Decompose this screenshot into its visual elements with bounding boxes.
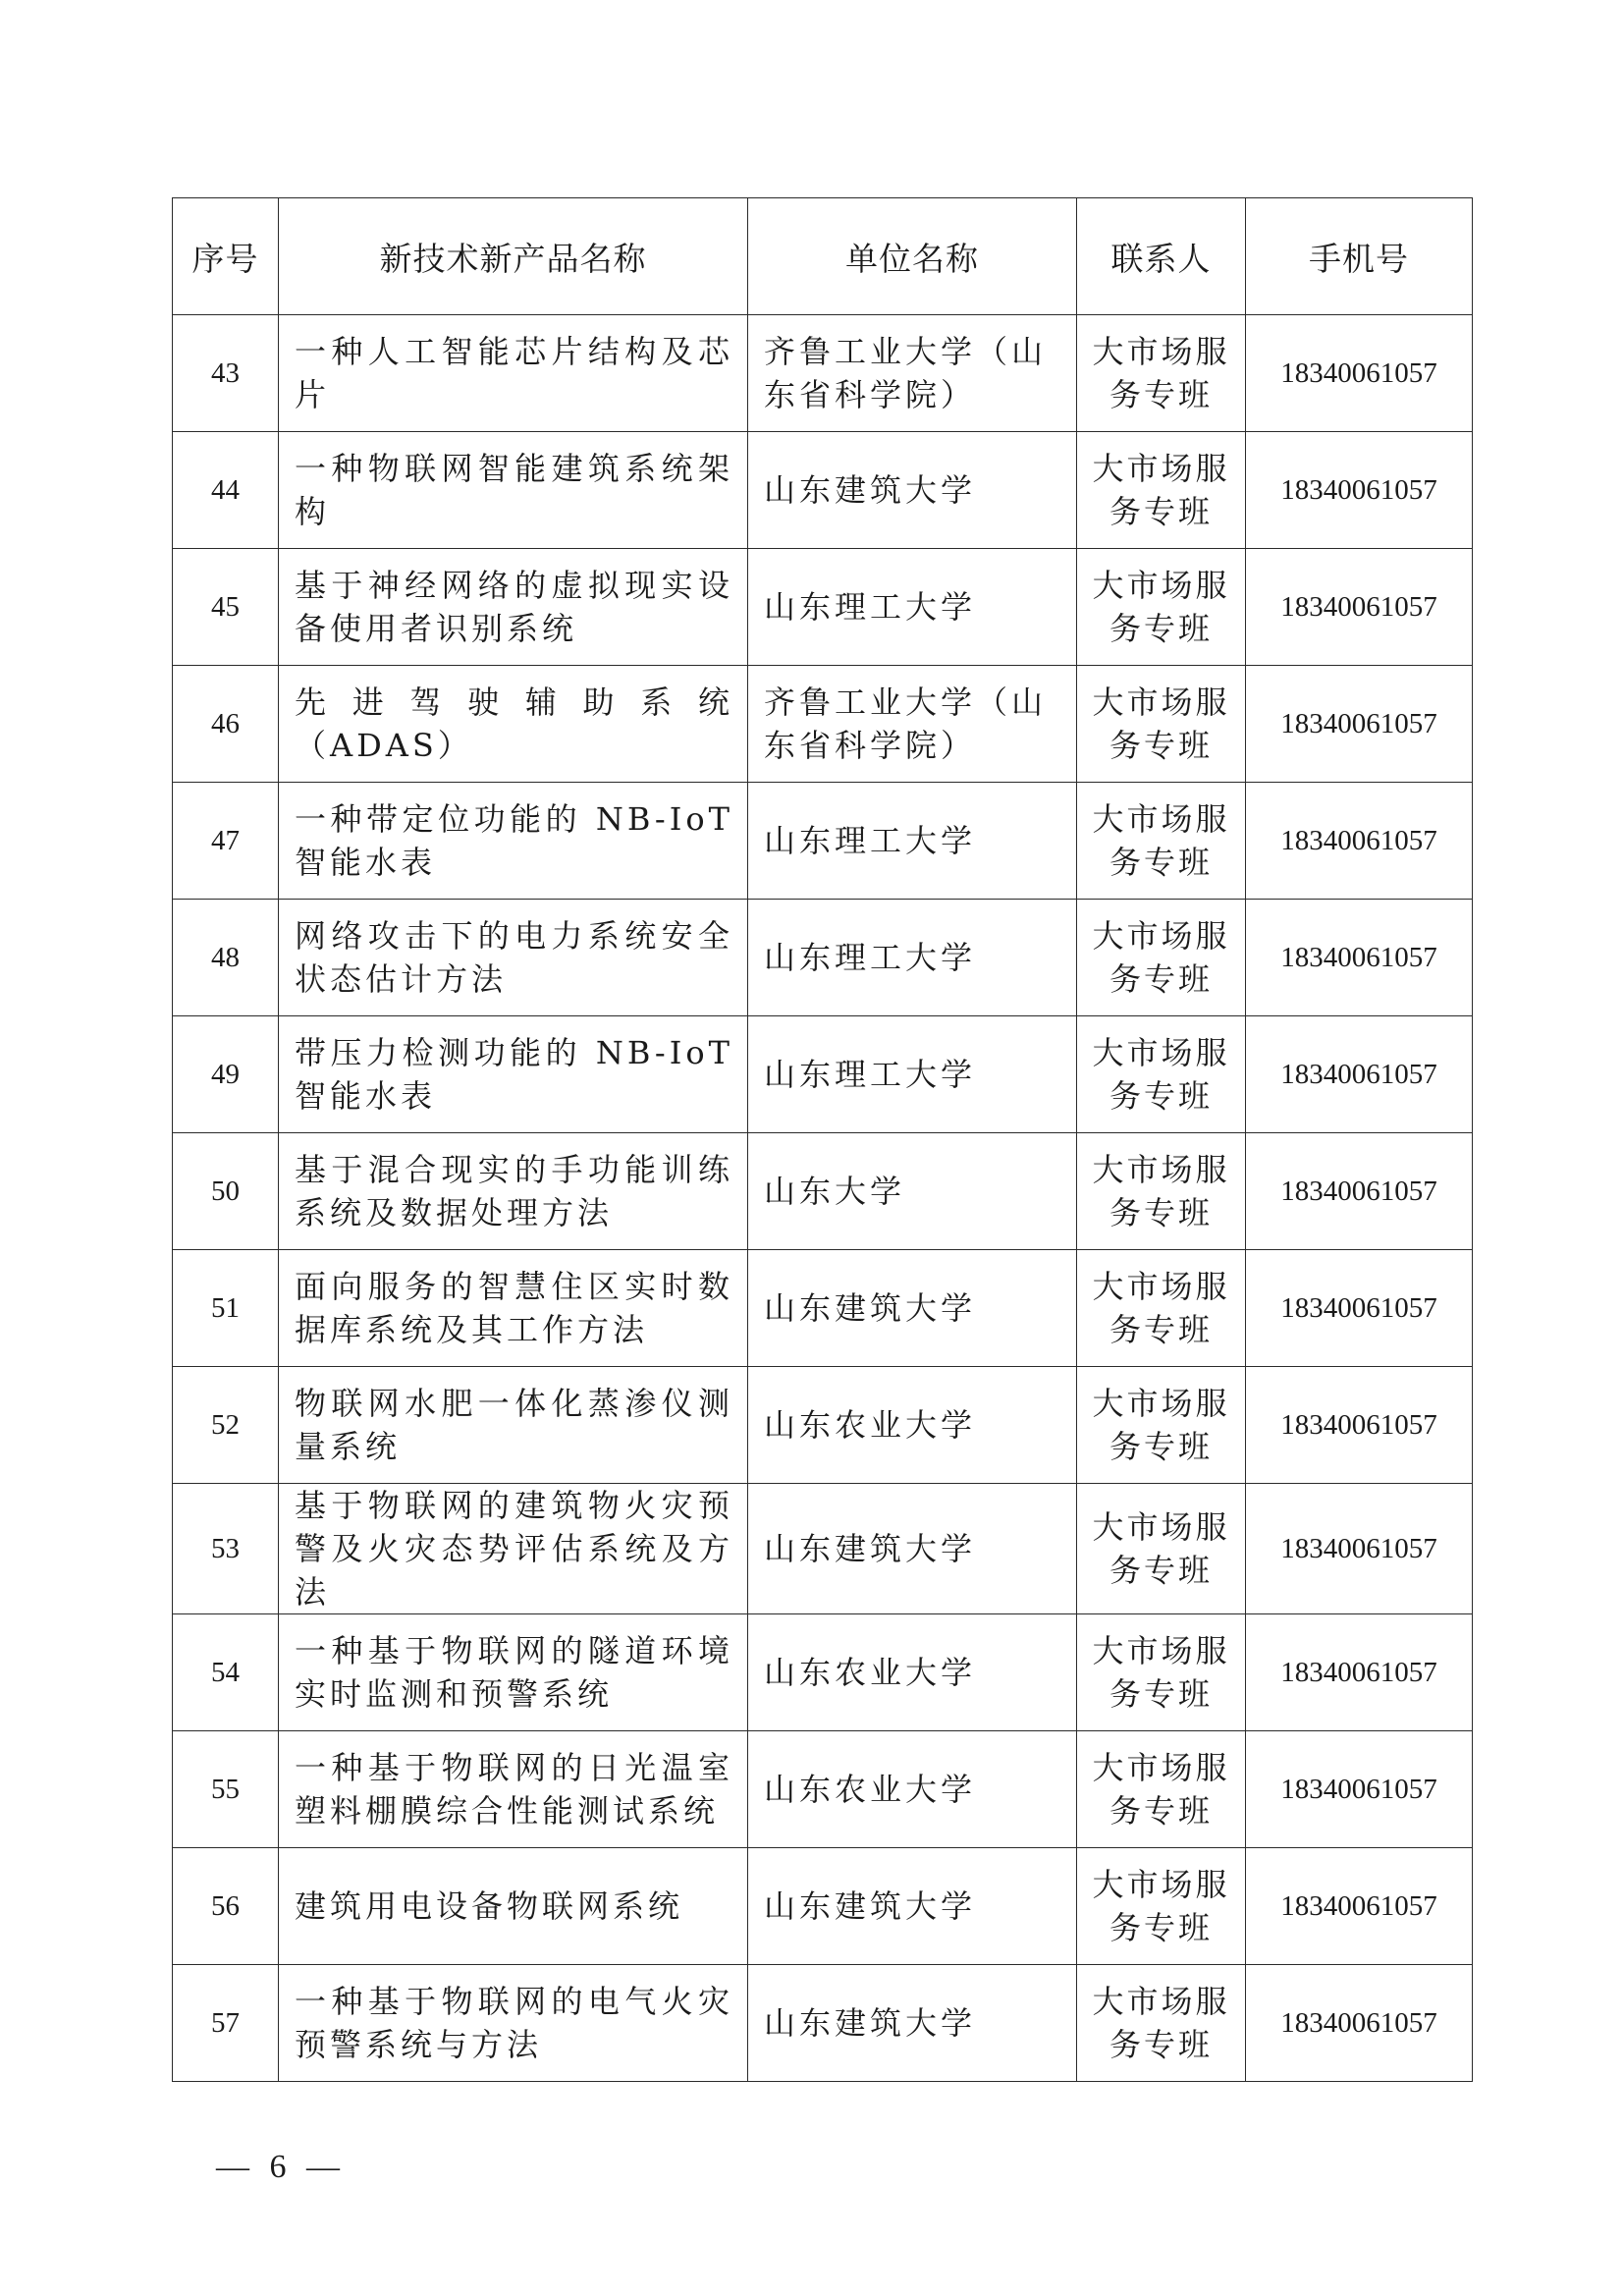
cell-product-name: 基于神经网络的虚拟现实设备使用者识别系统 [279, 549, 748, 666]
table-row [173, 1367, 1473, 1484]
cell-seq: 51 [173, 1250, 279, 1367]
cell-phone: 18340061057 [1246, 549, 1473, 666]
cell-unit-name: 山东农业大学 [748, 1731, 1077, 1848]
header-phone: 手机号 [1246, 198, 1473, 315]
table-row [173, 666, 1473, 783]
table-row [173, 783, 1473, 900]
cell-phone: 18340061057 [1246, 1484, 1473, 1614]
cell-seq: 44 [173, 432, 279, 549]
cell-unit-name: 山东理工大学 [748, 900, 1077, 1016]
cell-phone: 18340061057 [1246, 1731, 1473, 1848]
cell-contact: 大市场服务专班 [1077, 666, 1246, 783]
table-row [173, 549, 1473, 666]
cell-product-name: 物联网水肥一体化蒸渗仪测量系统 [279, 1367, 748, 1484]
cell-contact: 大市场服务专班 [1077, 1250, 1246, 1367]
cell-contact: 大市场服务专班 [1077, 1614, 1246, 1731]
table-row [173, 1731, 1473, 1848]
cell-contact: 大市场服务专班 [1077, 1965, 1246, 2082]
cell-unit-name: 齐鲁工业大学（山东省科学院） [748, 666, 1077, 783]
cell-seq: 54 [173, 1614, 279, 1731]
cell-contact: 大市场服务专班 [1077, 1133, 1246, 1250]
cell-unit-name: 山东理工大学 [748, 783, 1077, 900]
cell-seq: 43 [173, 315, 279, 432]
cell-seq: 46 [173, 666, 279, 783]
cell-unit-name: 山东农业大学 [748, 1367, 1077, 1484]
cell-phone: 18340061057 [1246, 1133, 1473, 1250]
cell-product-name: 面向服务的智慧住区实时数据库系统及其工作方法 [279, 1250, 748, 1367]
cell-product-name: 基于混合现实的手功能训练系统及数据处理方法 [279, 1133, 748, 1250]
cell-unit-name: 山东建筑大学 [748, 1250, 1077, 1367]
cell-product-name: 先进驾驶辅助系统（ADAS） [279, 666, 748, 783]
cell-contact: 大市场服务专班 [1077, 1848, 1246, 1965]
cell-seq: 56 [173, 1848, 279, 1965]
cell-product-name: 带压力检测功能的 NB-IoT 智能水表 [279, 1016, 748, 1133]
cell-seq: 49 [173, 1016, 279, 1133]
table-row [173, 315, 1473, 432]
table-row [173, 1016, 1473, 1133]
cell-unit-name: 山东农业大学 [748, 1614, 1077, 1731]
cell-contact: 大市场服务专班 [1077, 1484, 1246, 1614]
cell-seq: 53 [173, 1484, 279, 1614]
cell-seq: 55 [173, 1731, 279, 1848]
table-row [173, 1484, 1473, 1614]
table-row [173, 1848, 1473, 1965]
cell-contact: 大市场服务专班 [1077, 315, 1246, 432]
tech-product-table [172, 197, 1473, 2082]
cell-contact: 大市场服务专班 [1077, 900, 1246, 1016]
cell-unit-name: 山东建筑大学 [748, 1848, 1077, 1965]
cell-contact: 大市场服务专班 [1077, 1731, 1246, 1848]
cell-phone: 18340061057 [1246, 432, 1473, 549]
header-unit-name: 单位名称 [748, 198, 1077, 315]
table-row [173, 900, 1473, 1016]
header-seq: 序号 [173, 198, 279, 315]
cell-unit-name: 山东理工大学 [748, 1016, 1077, 1133]
cell-seq: 48 [173, 900, 279, 1016]
cell-product-name: 一种人工智能芯片结构及芯片 [279, 315, 748, 432]
table-row [173, 1965, 1473, 2082]
table-body [173, 315, 1473, 2082]
table-row [173, 432, 1473, 549]
cell-unit-name: 山东大学 [748, 1133, 1077, 1250]
cell-product-name: 一种基于物联网的隧道环境实时监测和预警系统 [279, 1614, 748, 1731]
cell-product-name: 建筑用电设备物联网系统 [279, 1848, 748, 1965]
cell-phone: 18340061057 [1246, 1965, 1473, 2082]
cell-seq: 52 [173, 1367, 279, 1484]
cell-product-name: 一种基于物联网的日光温室塑料棚膜综合性能测试系统 [279, 1731, 748, 1848]
cell-unit-name: 山东建筑大学 [748, 432, 1077, 549]
table-row [173, 1250, 1473, 1367]
cell-contact: 大市场服务专班 [1077, 783, 1246, 900]
table-header-row [173, 198, 1473, 315]
cell-phone: 18340061057 [1246, 1614, 1473, 1731]
cell-contact: 大市场服务专班 [1077, 1367, 1246, 1484]
cell-product-name: 一种物联网智能建筑系统架构 [279, 432, 748, 549]
cell-product-name: 基于物联网的建筑物火灾预警及火灾态势评估系统及方法 [279, 1484, 748, 1614]
cell-product-name: 一种基于物联网的电气火灾预警系统与方法 [279, 1965, 748, 2082]
cell-phone: 18340061057 [1246, 1848, 1473, 1965]
tech-product-table-container [172, 197, 1472, 2082]
cell-phone: 18340061057 [1246, 315, 1473, 432]
cell-unit-name: 山东建筑大学 [748, 1484, 1077, 1614]
header-product-name: 新技术新产品名称 [279, 198, 748, 315]
cell-unit-name: 齐鲁工业大学（山东省科学院） [748, 315, 1077, 432]
cell-seq: 45 [173, 549, 279, 666]
page-number: — 6 — [216, 2149, 346, 2185]
cell-phone: 18340061057 [1246, 783, 1473, 900]
table-row [173, 1133, 1473, 1250]
header-contact: 联系人 [1077, 198, 1246, 315]
cell-phone: 18340061057 [1246, 1367, 1473, 1484]
cell-phone: 18340061057 [1246, 1250, 1473, 1367]
cell-product-name: 一种带定位功能的 NB-IoT 智能水表 [279, 783, 748, 900]
cell-contact: 大市场服务专班 [1077, 432, 1246, 549]
cell-seq: 47 [173, 783, 279, 900]
cell-product-name: 网络攻击下的电力系统安全状态估计方法 [279, 900, 748, 1016]
cell-unit-name: 山东理工大学 [748, 549, 1077, 666]
cell-contact: 大市场服务专班 [1077, 549, 1246, 666]
table-row [173, 1614, 1473, 1731]
cell-phone: 18340061057 [1246, 666, 1473, 783]
cell-seq: 57 [173, 1965, 279, 2082]
cell-seq: 50 [173, 1133, 279, 1250]
cell-phone: 18340061057 [1246, 900, 1473, 1016]
cell-contact: 大市场服务专班 [1077, 1016, 1246, 1133]
cell-phone: 18340061057 [1246, 1016, 1473, 1133]
cell-unit-name: 山东建筑大学 [748, 1965, 1077, 2082]
